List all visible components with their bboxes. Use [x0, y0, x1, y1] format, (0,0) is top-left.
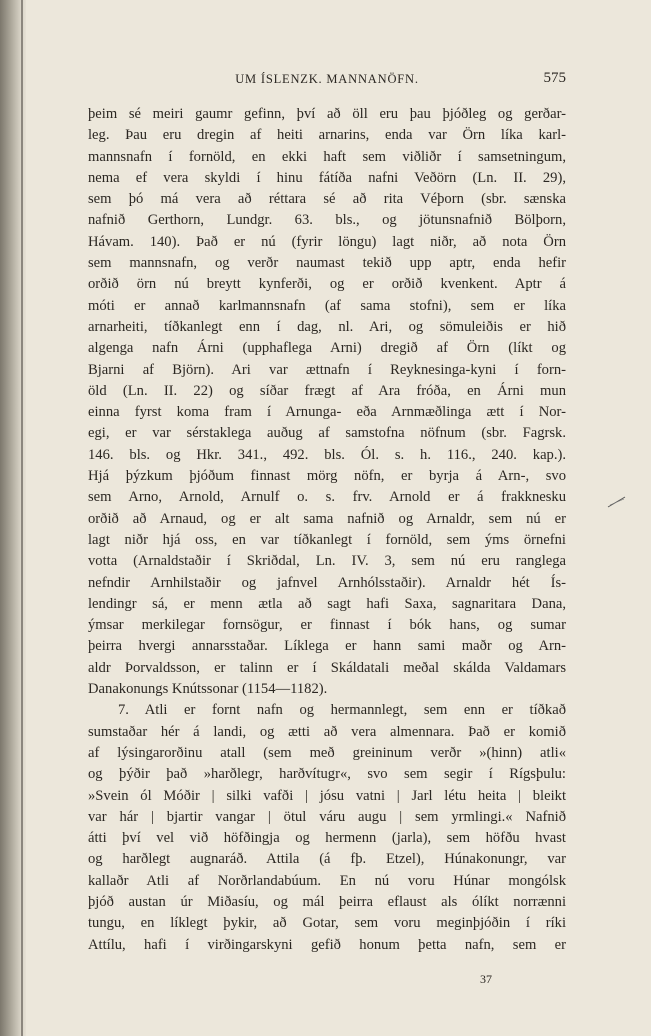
text-line: átti því vel við höfðingja og hermenn (jarla), sem höfðu hvast — [88, 830, 566, 847]
text-line: »Svein ól Móðir | silki vafði | jósu vatni | Jarl létu heita | bleikt — [88, 787, 566, 804]
text-line: leg. Þau eru dregin af heiti arnarins, enda var Örn líka karl- — [88, 127, 566, 144]
margin-pencil-mark — [607, 495, 627, 509]
book-page — [88, 70, 566, 956]
text-line: 146. bls. og Hkr. 341., 492. bls. Ól. s. h. 116., 240. kap.). — [88, 446, 566, 463]
printer-signature: 37 — [480, 972, 492, 986]
text-line: sumstaðar hér á landi, og ætti að vera almennara. Það er komið — [88, 723, 566, 740]
text-line: orðið örn nú breytt kynferði, og er orðið kvenkent. Aptr á — [88, 276, 566, 293]
text-line: var hár | bjartir vangar | ötul váru augu | sem yrmlingi.« Nafnið — [88, 808, 566, 825]
text-line: kallaðr Atli af Norðrlandabúum. En nú voru Húnar mongólsk — [88, 872, 566, 889]
text-line: þjóð austan úr Miðasíu, og mál þeirra eflaust als ólíkt norrænni — [88, 893, 566, 910]
text-line: lendingr sá, er menn ætla að sagt hafi Saxa, sagnaritara Dana, — [88, 595, 566, 612]
running-head: UM ÍSLENZK. MANNANÖFN. — [235, 72, 419, 86]
body-text — [88, 104, 566, 956]
text-line: sem Arno, Arnold, Arnulf o. s. frv. Arnold er á frakknesku — [88, 489, 566, 506]
text-line: aldr Þorvaldsson, er talinn er í Skáldatali meðal skálda Valdamars — [88, 659, 566, 676]
text-line: mannsnafn í fornöld, en ekki haft sem viðliðr í samsetningum, — [88, 148, 566, 165]
text-line: þeim sé meiri gaumr gefinn, því að öll eru þau þjóðleg og gerðar- — [88, 106, 566, 122]
text-line: þeirra hvergi annarsstaðar. Líklega er hann sami maðr og Arn- — [88, 638, 566, 655]
text-line: sem mannsnafn, og verðr naumast tekið upp aptr, enda hefir — [88, 255, 566, 272]
spine-gutter-line — [21, 0, 23, 1036]
text-line: votta (Arnaldstaðir í Skriðdal, Ln. IV. 3, sem nú eru ranglega — [88, 553, 566, 570]
text-line: 7. Atli er fornt nafn og hermannlegt, sem enn er tíðkað — [118, 702, 566, 719]
text-line: Danakonungs Knútssonar (1154—1182). — [88, 681, 328, 698]
text-line: einna fyrst koma fram í Arnunga- eða Arnmæðlinga ætt í Nor- — [88, 404, 566, 421]
text-line: Hjá þýzkum þjóðum finnast mörg nöfn, er byrja á Arn-, svo — [88, 468, 566, 485]
text-line: arnarheiti, tíðkanlegt enn í dag, nl. Ari, og sömuleiðis er hið — [88, 318, 566, 335]
text-line: egi, er var sérstaklega auðug af samstofna nöfnum (sbr. Fagrsk. — [88, 425, 566, 442]
text-line: móti er annað karlmannsnafn (af sama stofni), sem er líka — [88, 297, 566, 314]
text-line: algenga nafn Árni (upphaflega Arni) dregið af Örn (líkt og — [88, 340, 566, 357]
text-line: ýmsar merkilegar fornsögur, er finnast í bók hans, og sumar — [88, 617, 566, 634]
page-header — [88, 70, 566, 98]
text-line: sem þó má vera að réttara sé að rita Véþorn (sbr. sænska — [88, 191, 566, 208]
page-number: 575 — [543, 70, 566, 86]
text-line: Attílu, hafi í virðingarskyni gefið honum þetta nafn, sem er — [88, 936, 566, 953]
text-line: orðið að Arnaud, og er alt sama nafnið og Arnaldr, sem nú er — [88, 510, 566, 527]
text-line: öld (Ln. II. 22) og síðar frægt af Ara fróða, en Árni mun — [88, 382, 566, 399]
text-line: nema ef vera skyldi í hinu fátíða nafni Veðörn (Ln. II. 29), — [88, 169, 566, 186]
text-line: nefndir Arnhilstaðir og jafnvel Arnhólsstaðir). Arnaldr hét Ís- — [88, 574, 566, 591]
text-line: og harðlegt augnaráð. Attila (á fþ. Etzel), Húnakonungr, var — [88, 851, 566, 868]
text-line: Hávam. 140). Það er nú (fyrir löngu) lagt niðr, að nota Örn — [88, 233, 566, 250]
text-line: Bjarni af Björn). Ari var ættnafn í Reyknesinga-kyni í forn- — [88, 361, 566, 378]
text-line: tungu, en líklegt þykir, að Gotar, sem voru meginþjóðin í ríki — [88, 915, 566, 932]
text-line: af lýsingarorðinu atall (sem með greininum verðr »(hinn) atli« — [88, 744, 566, 761]
text-line: og þýðir það »harðlegr, harðvítugr«, svo sem segir í Rígsþulu: — [88, 766, 566, 783]
text-line: lagt niðr hjá oss, en var tíðkanlegt í fornöld, sem ýms örnefni — [88, 531, 566, 548]
text-line: nafnið Gerthorn, Lundgr. 63. bls., og jötunsnafnið Bölþorn, — [88, 212, 566, 229]
